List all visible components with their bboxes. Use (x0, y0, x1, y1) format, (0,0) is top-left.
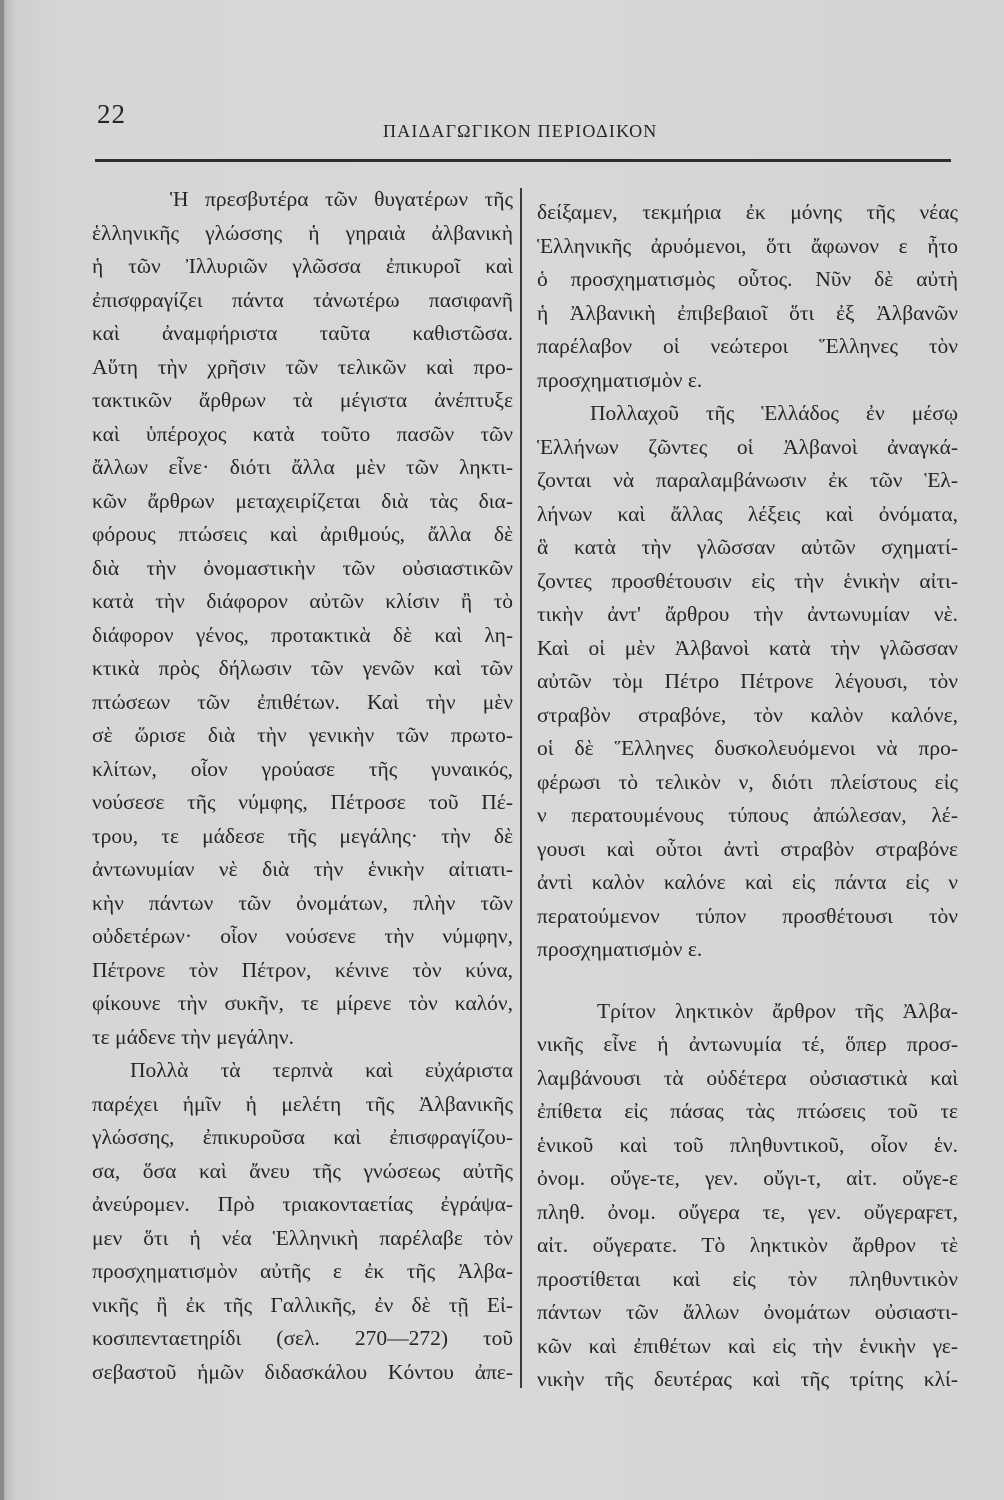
text-line: διὰ τὴν ὀνομαστικὴν τῶν οὐσιαστικῶν (92, 555, 513, 580)
text-line: μεν ὅτι ἡ νέα Ἑλληνικὴ παρέλαβε τὸν (92, 1225, 513, 1250)
text-line: τρου, τε μάδεσε τῆς μεγάλης· τὴν δὲ (92, 823, 513, 848)
text-line: παρέλαβον οἱ νεώτεροι Ἕλληνες τὸν (537, 334, 958, 358)
text-line: ζονται νὰ παραλαμβάνωσιν ἐκ τῶν Ἑλ- (537, 468, 958, 492)
text-line: τε μάδενε τὴν μεγάλην. (92, 1024, 294, 1049)
text-line: στραβὸν στραβόνε, τὸν καλὸν καλόνε, (537, 702, 958, 727)
text-line: κοσιπενταετηρίδι (σελ. 270—272) τοῦ (92, 1326, 513, 1350)
text-line: προστίθεται καὶ εἰς τὸν πληθυντικὸν (537, 1266, 958, 1291)
text-line: διάφορον γένος, προτακτικὰ δὲ καὶ λη- (92, 622, 513, 647)
text-line: προσχηματισμὸν αὐτῆς ε ἐκ τῆς Ἀλβα- (92, 1259, 513, 1283)
text-line: κῶν ἄρθρων μεταχειρίζεται διὰ τὰς δια- (92, 488, 513, 513)
text-line: νούσεσε τῆς νύμφης, Πέτροσε τοῦ Πέ- (92, 790, 513, 814)
text-line: κῶν καὶ ἐπιθέτων καὶ εἰς τὴν ἑνικὴν γε- (537, 1333, 958, 1358)
text-line: Πολλαχοῦ τῆς Ἑλλάδος ἐν μέσῳ (590, 401, 958, 425)
text-line: οὐδετέρων· οἷον νούσενε τὴν νύμφην, (92, 924, 513, 948)
column-divider (520, 188, 522, 1388)
text-line: περατούμενον τύπον προσθέτουσι τὸν (537, 903, 958, 928)
text-line: κτικὰ πρὸς δήλωσιν τῶν γενῶν καὶ τῶν (92, 656, 513, 680)
text-line: νικῆς ἢ ἐκ τῆς Γαλλικῆς, ἐν δὲ τῇ Εἰ- (92, 1292, 513, 1317)
text-line: ἑλληνικῆς γλώσσης ἡ γηραιὰ ἀλβανικὴ (92, 220, 513, 245)
text-line: Ἑλλήνων ζῶντες οἱ Ἀλβανοὶ ἀναγκά- (537, 434, 958, 459)
text-line: καὶ ἀναμφήριστα ταῦτα καθιστῶσα. (92, 321, 513, 345)
page-edge-shadow (0, 0, 4, 1500)
text-line: φέρωσι τὸ τελικὸν ν, διότι πλείστους εἰς (537, 769, 958, 794)
text-line: προσχηματισμὸν ε. (537, 937, 703, 961)
text-line: σα, ὅσα καὶ ἄνευ τῆς γνώσεως αὐτῆς (92, 1158, 513, 1183)
text-line: λαμβάνουσι τὰ οὐδέτερα οὐσιαστικὰ καὶ (537, 1065, 958, 1090)
text-line: πάντων τῶν ἄλλων ὀνομάτων οὐσιαστι- (537, 1300, 958, 1324)
text-line: ἀντωνυμίαν νὲ διὰ τὴν ἑνικὴν αἰτιατι- (92, 857, 513, 881)
text-line: τικὴν ἀντ' ἄρθρου τὴν ἀντωνυμίαν νὲ. (537, 602, 958, 626)
text-line: νικὴν τῆς δευτέρας καὶ τῆς τρίτης κλί- (537, 1367, 958, 1391)
text-line: λήνων καὶ ἄλλας λέξεις καὶ ὀνόματα, (537, 501, 958, 526)
text-line: Καὶ οἱ μὲν Ἀλβανοὶ κατὰ τὴν γλῶσσαν (537, 635, 958, 660)
text-line: αὐτῶν τὸμ Πέτρο Πέτρονε λέγουσι, τὸν (537, 669, 958, 693)
text-line: νικῆς εἶνε ἡ ἀντωνυμία τέ, ὅπερ προσ- (537, 1032, 958, 1056)
page-number: 22 (97, 99, 126, 129)
text-line: φόρους πτώσεις καὶ ἀριθμούς, ἄλλα δὲ (92, 522, 513, 546)
text-line: κὴν πάντων τῶν ὀνομάτων, πλὴν τῶν (92, 890, 513, 915)
text-line: ἡ τῶν Ἰλλυριῶν γλῶσσα ἐπικυροῖ καὶ (92, 254, 513, 278)
text-line: ἑνικοῦ καὶ τοῦ πληθυντικοῦ, οἷον ἑν. (537, 1132, 958, 1157)
text-line: ἐπισφραγίζει πάντα τἀνωτέρω πασιφανῆ (92, 287, 513, 312)
text-line: τακτικῶν ἄρθρων τὰ μέγιστα ἀνέπτυξε (92, 388, 513, 412)
text-line: Αὕτη τὴν χρῆσιν τῶν τελικῶν καὶ προ- (92, 354, 513, 379)
text-line: γλώσσης, ἐπικυροῦσα καὶ ἐπισφραγίζου- (92, 1125, 513, 1149)
text-line: κατὰ τὴν διάφορον αὐτῶν κλίσιν ἢ τὸ (92, 589, 513, 613)
text-line: Ἡ πρεσβυτέρα τῶν θυγατέρων τῆς (170, 187, 513, 211)
text-line: Ἑλληνικῆς ἀρυόμενοι, ὅτι ἄφωνον ε ἦτο (537, 233, 958, 258)
header-rule (95, 159, 951, 162)
text-line: φίκουνε τὴν συκῆν, τε μίρενε τὸν καλόν, (92, 991, 513, 1015)
text-line: ἄλλων εἶνε· διότι ἄλλα μὲν τῶν ληκτι- (92, 455, 513, 479)
running-title: ΠΑΙΔΑΓΩΓΙΚΟΝ ΠΕΡΙΟΔΙΚΟΝ (383, 121, 658, 141)
text-line: οἱ δὲ Ἕλληνες δυσκολευόμενοι νὰ προ- (537, 736, 958, 760)
text-line: γουσι καὶ οὗτοι ἀντὶ στραβὸν στραβόνε (537, 836, 958, 861)
text-line: παρέχει ἡμῖν ἡ μελέτη τῆς Ἀλβανικῆς (92, 1091, 513, 1116)
text-line: καὶ ὑπέροχος κατὰ τοῦτο πασῶν τῶν (92, 421, 513, 446)
text-line: πληθ. ὀνομ. οὔγερα τε, γεν. οὔγεραϝετ, (537, 1199, 958, 1224)
text-line: ἀντὶ καλὸν καλόνε καὶ εἰς πάντα εἰς ν (537, 870, 958, 894)
text-line: ζοντες προσθέτουσιν εἰς τὴν ἑνικὴν αἰτι- (537, 568, 958, 593)
text-line: ὁ προσχηματισμὸς οὗτος. Νῦν δὲ αὐτὴ (537, 267, 958, 291)
text-line: ἡ Ἀλβανικὴ ἐπιβεβαιοῖ ὅτι ἐξ Ἀλβανῶν (537, 300, 958, 325)
right-text-column (537, 196, 958, 1397)
text-line: προσχηματισμὸν ε. (537, 367, 703, 392)
text-line: πτώσεων τῶν ἐπιθέτων. Καὶ τὴν μὲν (92, 689, 513, 714)
text-line: κλίτων, οἷον γρούασε τῆς γυναικός, (92, 756, 513, 781)
text-line: ἀνεύρομεν. Πρὸ τριακονταετίας ἐγράψα- (92, 1192, 513, 1216)
text-line: ν περατουμένους τύπους ἀπώλεσαν, λέ- (537, 803, 958, 827)
text-line: ἃ κατὰ τὴν γλῶσσαν αὐτῶν σχηματί- (537, 535, 958, 559)
left-text-column (92, 183, 513, 1389)
text-line: Πέτρονε τὸν Πέτρον, κένινε τὸν κύνα, (92, 957, 513, 982)
text-line: δείξαμεν, τεκμήρια ἐκ μόνης τῆς νέας (537, 200, 958, 224)
text-line: Τρίτον ληκτικὸν ἄρθρον τῆς Ἀλβα- (597, 998, 958, 1023)
text-line: Πολλὰ τὰ τερπνὰ καὶ εὐχάριστα (130, 1058, 513, 1082)
text-line: αἰτ. οὔγερατε. Τὸ ληκτικὸν ἄρθρον τὲ (537, 1233, 958, 1257)
text-line: σὲ ὥρισε διὰ τὴν γενικὴν τῶν πρωτο- (92, 723, 513, 747)
text-line: ὀνομ. οὔγε-τε, γεν. οὔγι-τ, αἰτ. οὔγε-ε (537, 1166, 958, 1190)
text-line: σεβαστοῦ ἡμῶν διδασκάλου Κόντου ἀπε- (92, 1359, 513, 1384)
text-line: ἐπίθετα εἰς πάσας τὰς πτώσεις τοῦ τε (537, 1099, 958, 1123)
